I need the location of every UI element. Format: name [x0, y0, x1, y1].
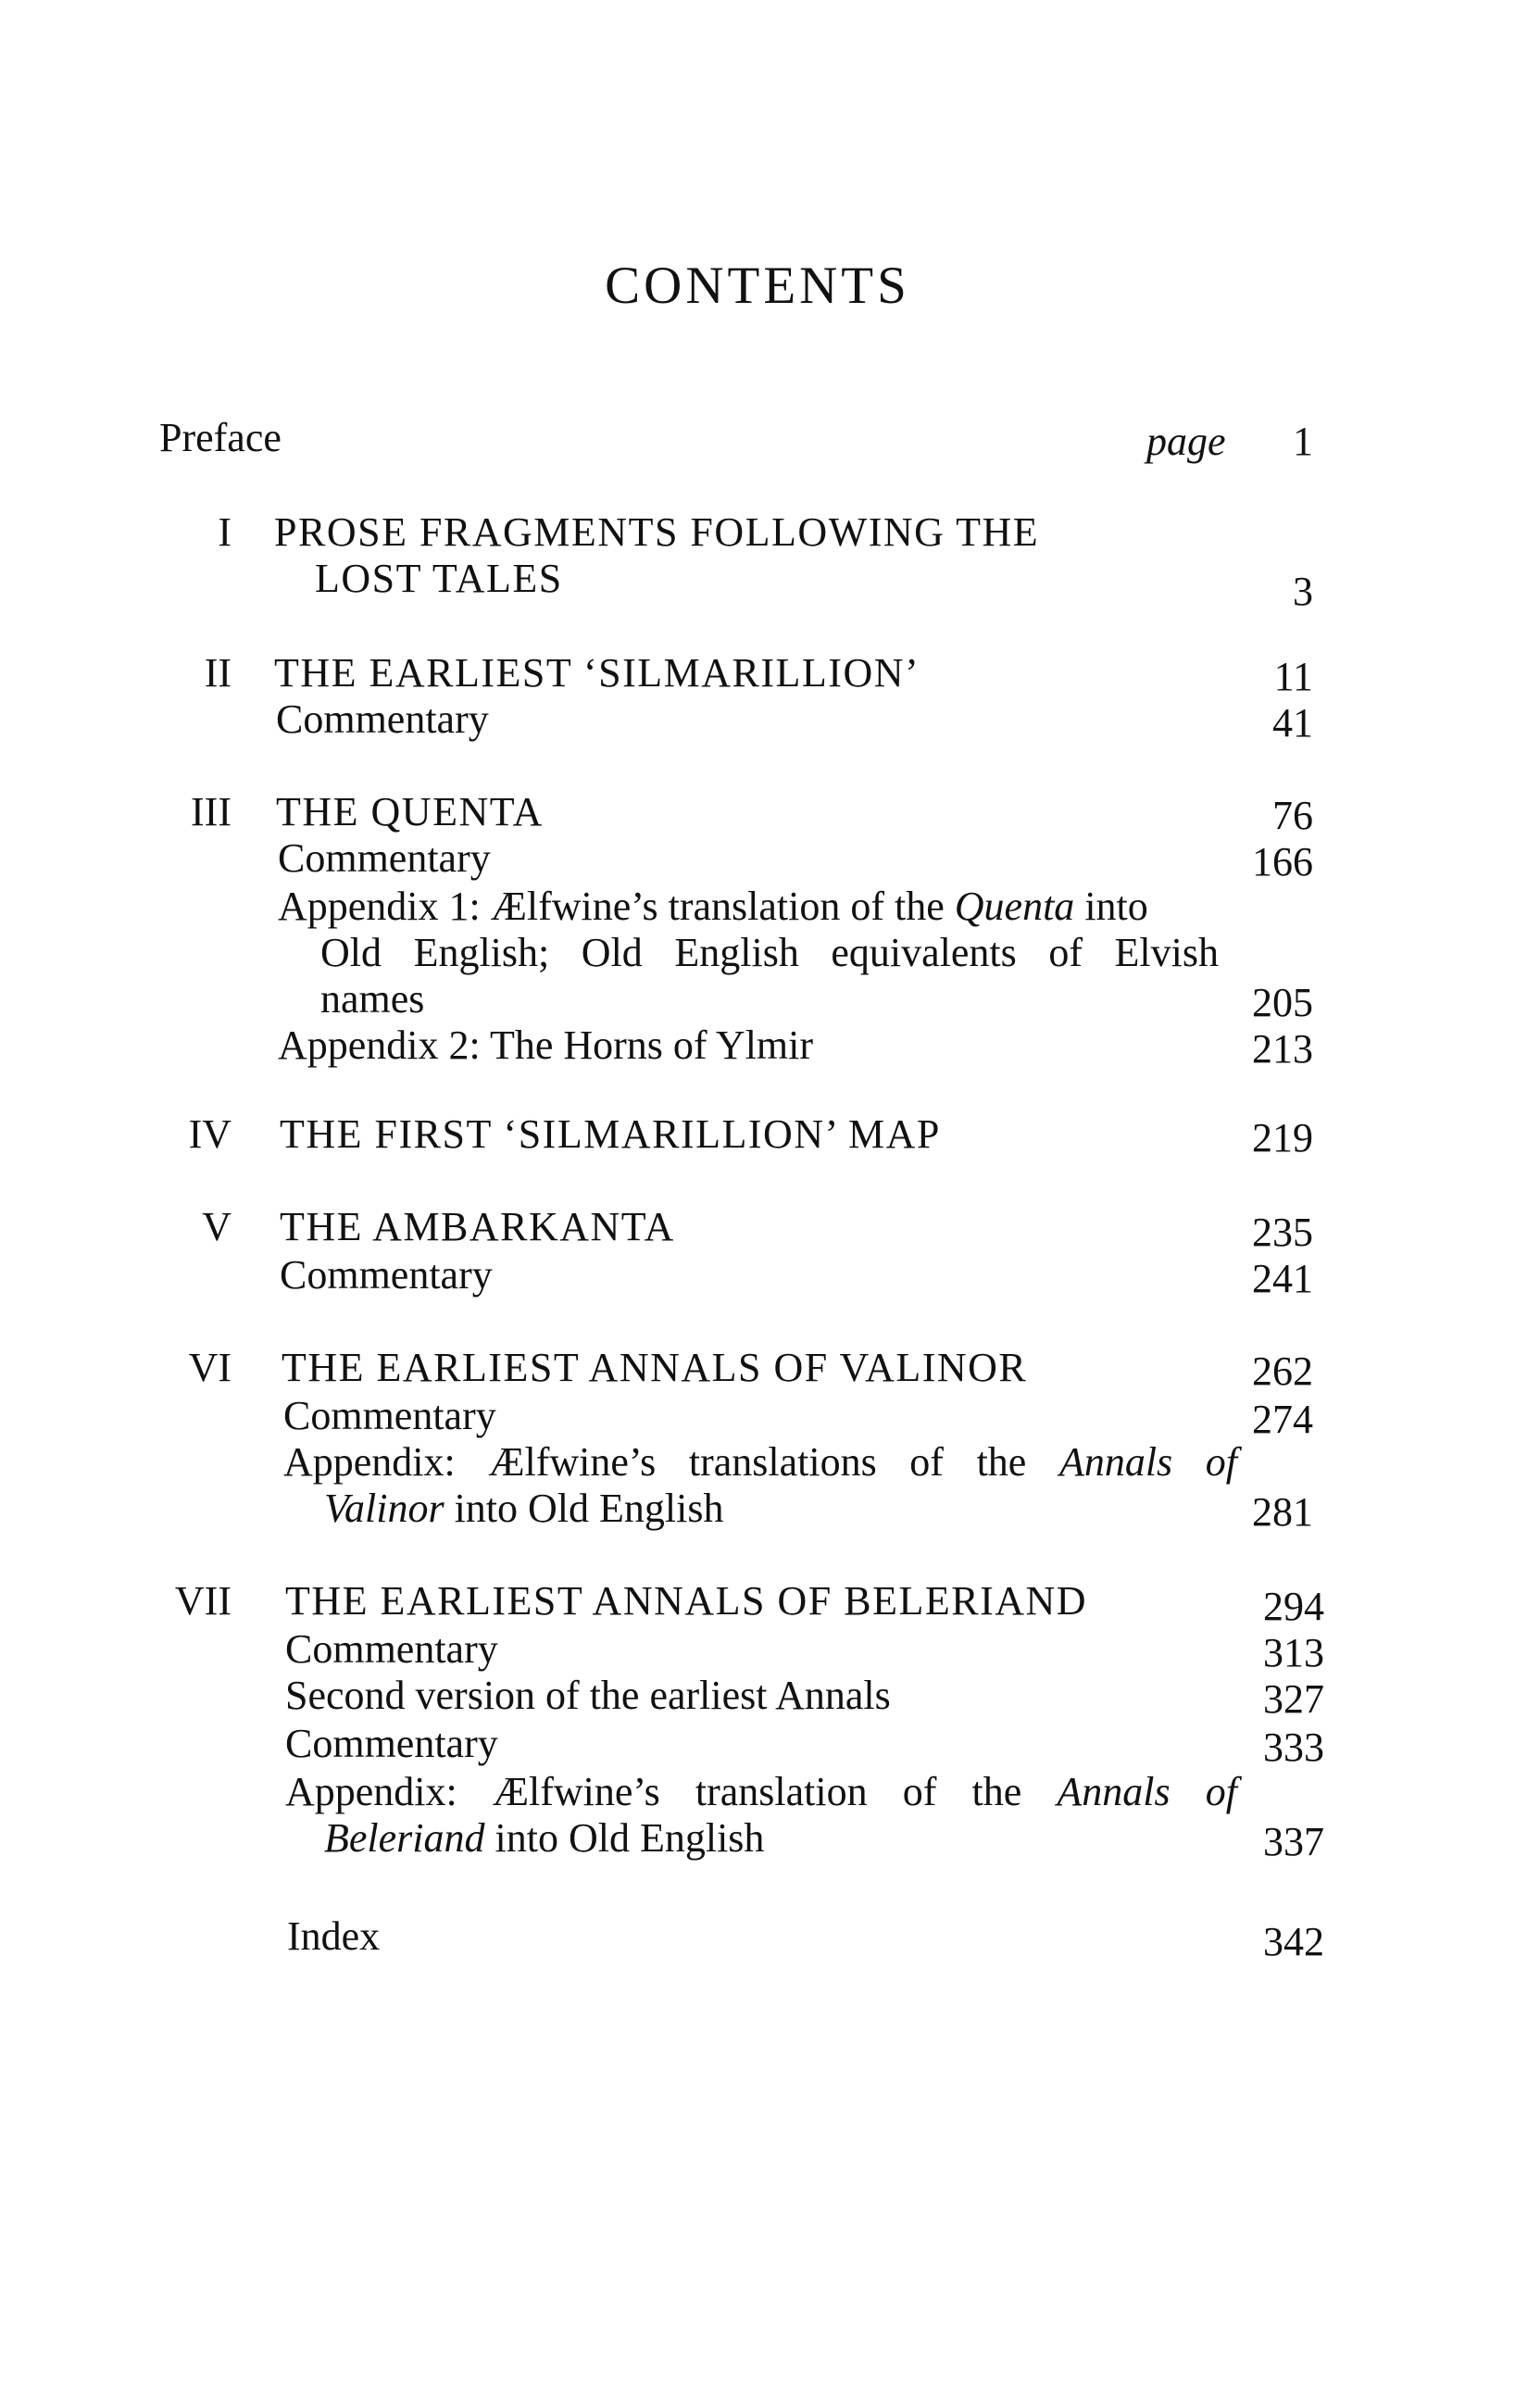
appendix-1-line3: names	[320, 976, 425, 1022]
chapter-numeral-4: IV	[188, 1111, 232, 1157]
page-title: CONTENTS	[605, 257, 910, 315]
appendix-6-line2	[324, 1486, 723, 1532]
commentary2-7: Commentary	[285, 1721, 498, 1766]
preface-label: Preface	[159, 415, 282, 460]
commentary-page-3: 166	[1252, 839, 1313, 884]
commentary-3: Commentary	[278, 835, 491, 881]
commentary-7: Commentary	[285, 1626, 498, 1672]
commentary-5: Commentary	[280, 1252, 493, 1298]
appendix-7-italic-annals-of: Annals of	[1057, 1769, 1237, 1814]
appendix-7-text-post: into Old English	[495, 1815, 765, 1861]
appendix-1-text-pre: Appendix 1: Ælfwine’s translation of the	[278, 884, 945, 929]
chapter-numeral-1: I	[218, 509, 232, 555]
appendix-2-page: 213	[1252, 1026, 1313, 1072]
index-label: Index	[287, 1913, 381, 1959]
commentary2-page-7: 333	[1263, 1724, 1324, 1770]
commentary-page-5: 241	[1252, 1256, 1313, 1301]
chapter-title-1-line2: LOST TALES	[315, 556, 563, 601]
chapter-page-2: 11	[1273, 654, 1313, 699]
chapter-title-3: THE QUENTA	[276, 789, 544, 834]
commentary-6: Commentary	[283, 1393, 496, 1438]
appendix-1-italic-quenta: Quenta	[954, 884, 1075, 929]
second-version-7: Second version of the earliest Annals	[285, 1673, 891, 1718]
chapter-page-4: 219	[1252, 1115, 1313, 1160]
appendix-7-italic-beleriand: Beleriand	[324, 1815, 485, 1861]
appendix-1-text-post: into	[1084, 884, 1148, 929]
appendix-6-italic-valinor: Valinor	[324, 1486, 444, 1531]
appendix-6-line1	[283, 1439, 1237, 1486]
commentary-page-6: 274	[1252, 1397, 1313, 1442]
index-page: 342	[1263, 1919, 1324, 1964]
appendix-1-line2: Old English; Old English equivalents of Elvish	[320, 930, 1219, 975]
preface-page: 1	[1293, 419, 1313, 464]
appendix-7-line2	[324, 1815, 764, 1862]
appendix-1-line1	[278, 884, 1148, 930]
chapter-numeral-2: II	[204, 650, 232, 696]
appendix-7-page: 337	[1263, 1819, 1324, 1864]
page-word: page	[1146, 419, 1226, 464]
appendix-7-line1	[285, 1769, 1237, 1815]
chapter-page-7: 294	[1263, 1584, 1324, 1629]
chapter-numeral-7: VII	[174, 1578, 232, 1624]
chapter-page-1: 3	[1293, 569, 1313, 614]
commentary-page-2: 41	[1272, 700, 1313, 746]
chapter-numeral-3: III	[191, 789, 232, 834]
chapter-title-2: THE EARLIEST ‘SILMARILLION’	[274, 650, 920, 696]
appendix-1-page: 205	[1252, 980, 1313, 1025]
chapter-title-5: THE AMBARKANTA	[280, 1204, 675, 1249]
chapter-page-3: 76	[1272, 793, 1313, 838]
commentary-2: Commentary	[276, 696, 489, 742]
chapter-title-7: THE EARLIEST ANNALS OF BELERIAND	[285, 1578, 1088, 1624]
commentary-page-7: 313	[1263, 1630, 1324, 1675]
chapter-title-4: THE FIRST ‘SILMARILLION’ MAP	[280, 1111, 941, 1157]
chapter-numeral-5: V	[202, 1204, 232, 1249]
chapter-numeral-6: VI	[188, 1345, 232, 1390]
second-version-page-7: 327	[1263, 1676, 1324, 1722]
appendix-6-text-pre: Appendix: Ælfwine’s translations of the	[283, 1439, 1027, 1485]
appendix-7-text-pre: Appendix: Ælfwine’s translation of the	[285, 1769, 1022, 1814]
appendix-2: Appendix 2: The Horns of Ylmir	[278, 1022, 814, 1068]
chapter-title-1-line1: PROSE FRAGMENTS FOLLOWING THE	[274, 509, 1040, 555]
chapter-title-6: THE EARLIEST ANNALS OF VALINOR	[282, 1345, 1028, 1390]
chapter-page-6: 262	[1252, 1348, 1313, 1394]
appendix-6-page: 281	[1252, 1489, 1313, 1535]
appendix-6-text-post: into Old English	[454, 1486, 724, 1531]
chapter-page-5: 235	[1252, 1210, 1313, 1255]
appendix-6-italic-annals-of: Annals of	[1058, 1439, 1237, 1485]
